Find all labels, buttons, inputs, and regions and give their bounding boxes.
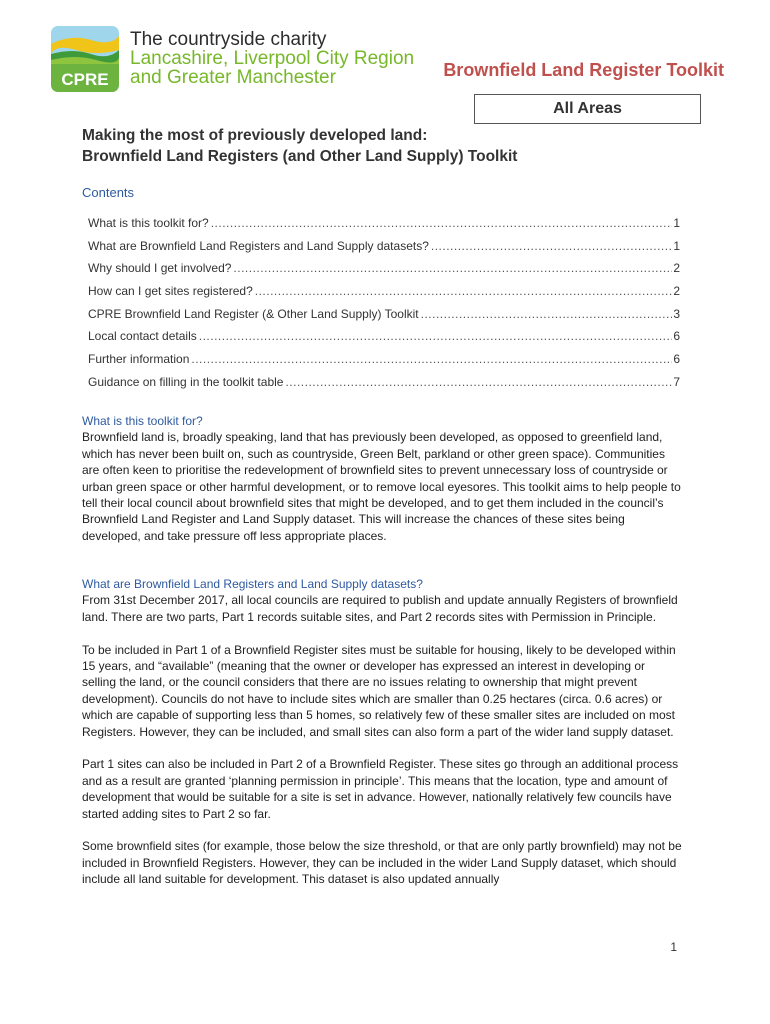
toc-item[interactable]: Guidance on filling in the toolkit table ..... 7: [88, 375, 680, 398]
document-heading-line1: Making the most of previously developed land:: [82, 127, 428, 144]
section-toolkit-for: [82, 413, 682, 561]
section-paragraph: From 31st December 2017, all local councils are required to publish and update annually Registers of brownfield land. There are two parts, Part 1 records suitable sites, and Part 2 records sites with Permission in Principle.: [82, 593, 678, 624]
document-heading-line2: Brownfield Land Registers (and Other Land Supply) Toolkit: [82, 148, 518, 165]
toc-item[interactable]: CPRE Brownfield Land Register (& Other Land Supply) Toolkit ..... 3: [88, 307, 680, 330]
logo-region-line1: Lancashire, Liverpool City Region: [130, 48, 415, 69]
page-number: 1: [670, 940, 677, 954]
toc-item[interactable]: What are Brownfield Land Registers and Land Supply datasets? ..... 1: [88, 239, 680, 262]
toolkit-title: Brownfield Land Register Toolkit: [443, 60, 724, 80]
logo-text: [130, 30, 414, 87]
toc-item[interactable]: How can I get sites registered? ..... 2: [88, 284, 680, 307]
cpre-logo-mark: [51, 26, 119, 92]
section-paragraph: Some brownfield sites (for example, those below the size threshold, or that are only partly brownfield) may not be included in Brownfield Registers. However, they can be included in the wider Land Supply dataset, which should include all land suitable for development. This dataset is also updated annually: [82, 839, 682, 887]
section-title: What are Brownfield Land Registers and Land Supply datasets?: [82, 577, 423, 591]
toc-item[interactable]: Further information ..... 6: [88, 352, 680, 375]
logo-region-line2: and Greater Manchester: [130, 67, 336, 88]
cpre-logo: [51, 26, 431, 94]
table-of-contents: [88, 216, 680, 398]
area-label: All Areas: [553, 100, 622, 117]
logo-tagline: The countryside charity: [130, 29, 327, 50]
document-heading: [82, 125, 517, 167]
toc-item[interactable]: Why should I get involved? ..... 2: [88, 261, 680, 284]
cpre-badge-text: CPRE: [61, 70, 109, 89]
section-paragraph: Part 1 sites can also be included in Part 2 of a Brownfield Register. These sites go through an additional process and as a result are granted ‘planning permission in principle’. This means that the location, type and amount of development that would be suitable for a site is set in advance. However, nationally relatively few councils have started adding sites to Part 2 so far.: [82, 757, 679, 821]
contents-label: Contents: [82, 185, 135, 200]
section-paragraph: Brownfield land is, broadly speaking, land that has previously been developed, as opposed to greenfield land, which has never been built on, such as countryside, Green Belt, parkland or other green space). Communities are often keen to prioritise the redevelopment of brownfield sites to prevent unnecessary loss of countryside or urban green space or other harmful development, or to remove local eyesores. This toolkit aims to help people to tell their local council about brownfield sites that might be developed, and to get them included in the council’s Brownfield Land Register and Land Supply dataset. This will increase the chances of these sites being developed, and take pressure off less appropriate places.: [82, 430, 681, 543]
section-registers: [82, 576, 682, 904]
toc-item[interactable]: What is this toolkit for? ..... 1: [88, 216, 680, 239]
area-selector: [474, 94, 701, 124]
toc-item[interactable]: Local contact details ..... 6: [88, 329, 680, 352]
section-paragraph: To be included in Part 1 of a Brownfield Register sites must be suitable for housing, likely to be developed within 15 years, and “available” (meaning that the owner or developer has expressed an interest in developing or selling the land, or the council considers that there are no issues relating to ownership that might prevent development). Councils do not have to include sites which are smaller than 0.25 hectares (circa. 0.6 acres) or which are capable of supporting less than 5 homes, so relatively few of these smaller sites are included on most Registers. However, they can be included, and small sites can also form a part of the wider land supply dataset.: [82, 642, 676, 739]
section-title: What is this toolkit for?: [82, 414, 203, 428]
